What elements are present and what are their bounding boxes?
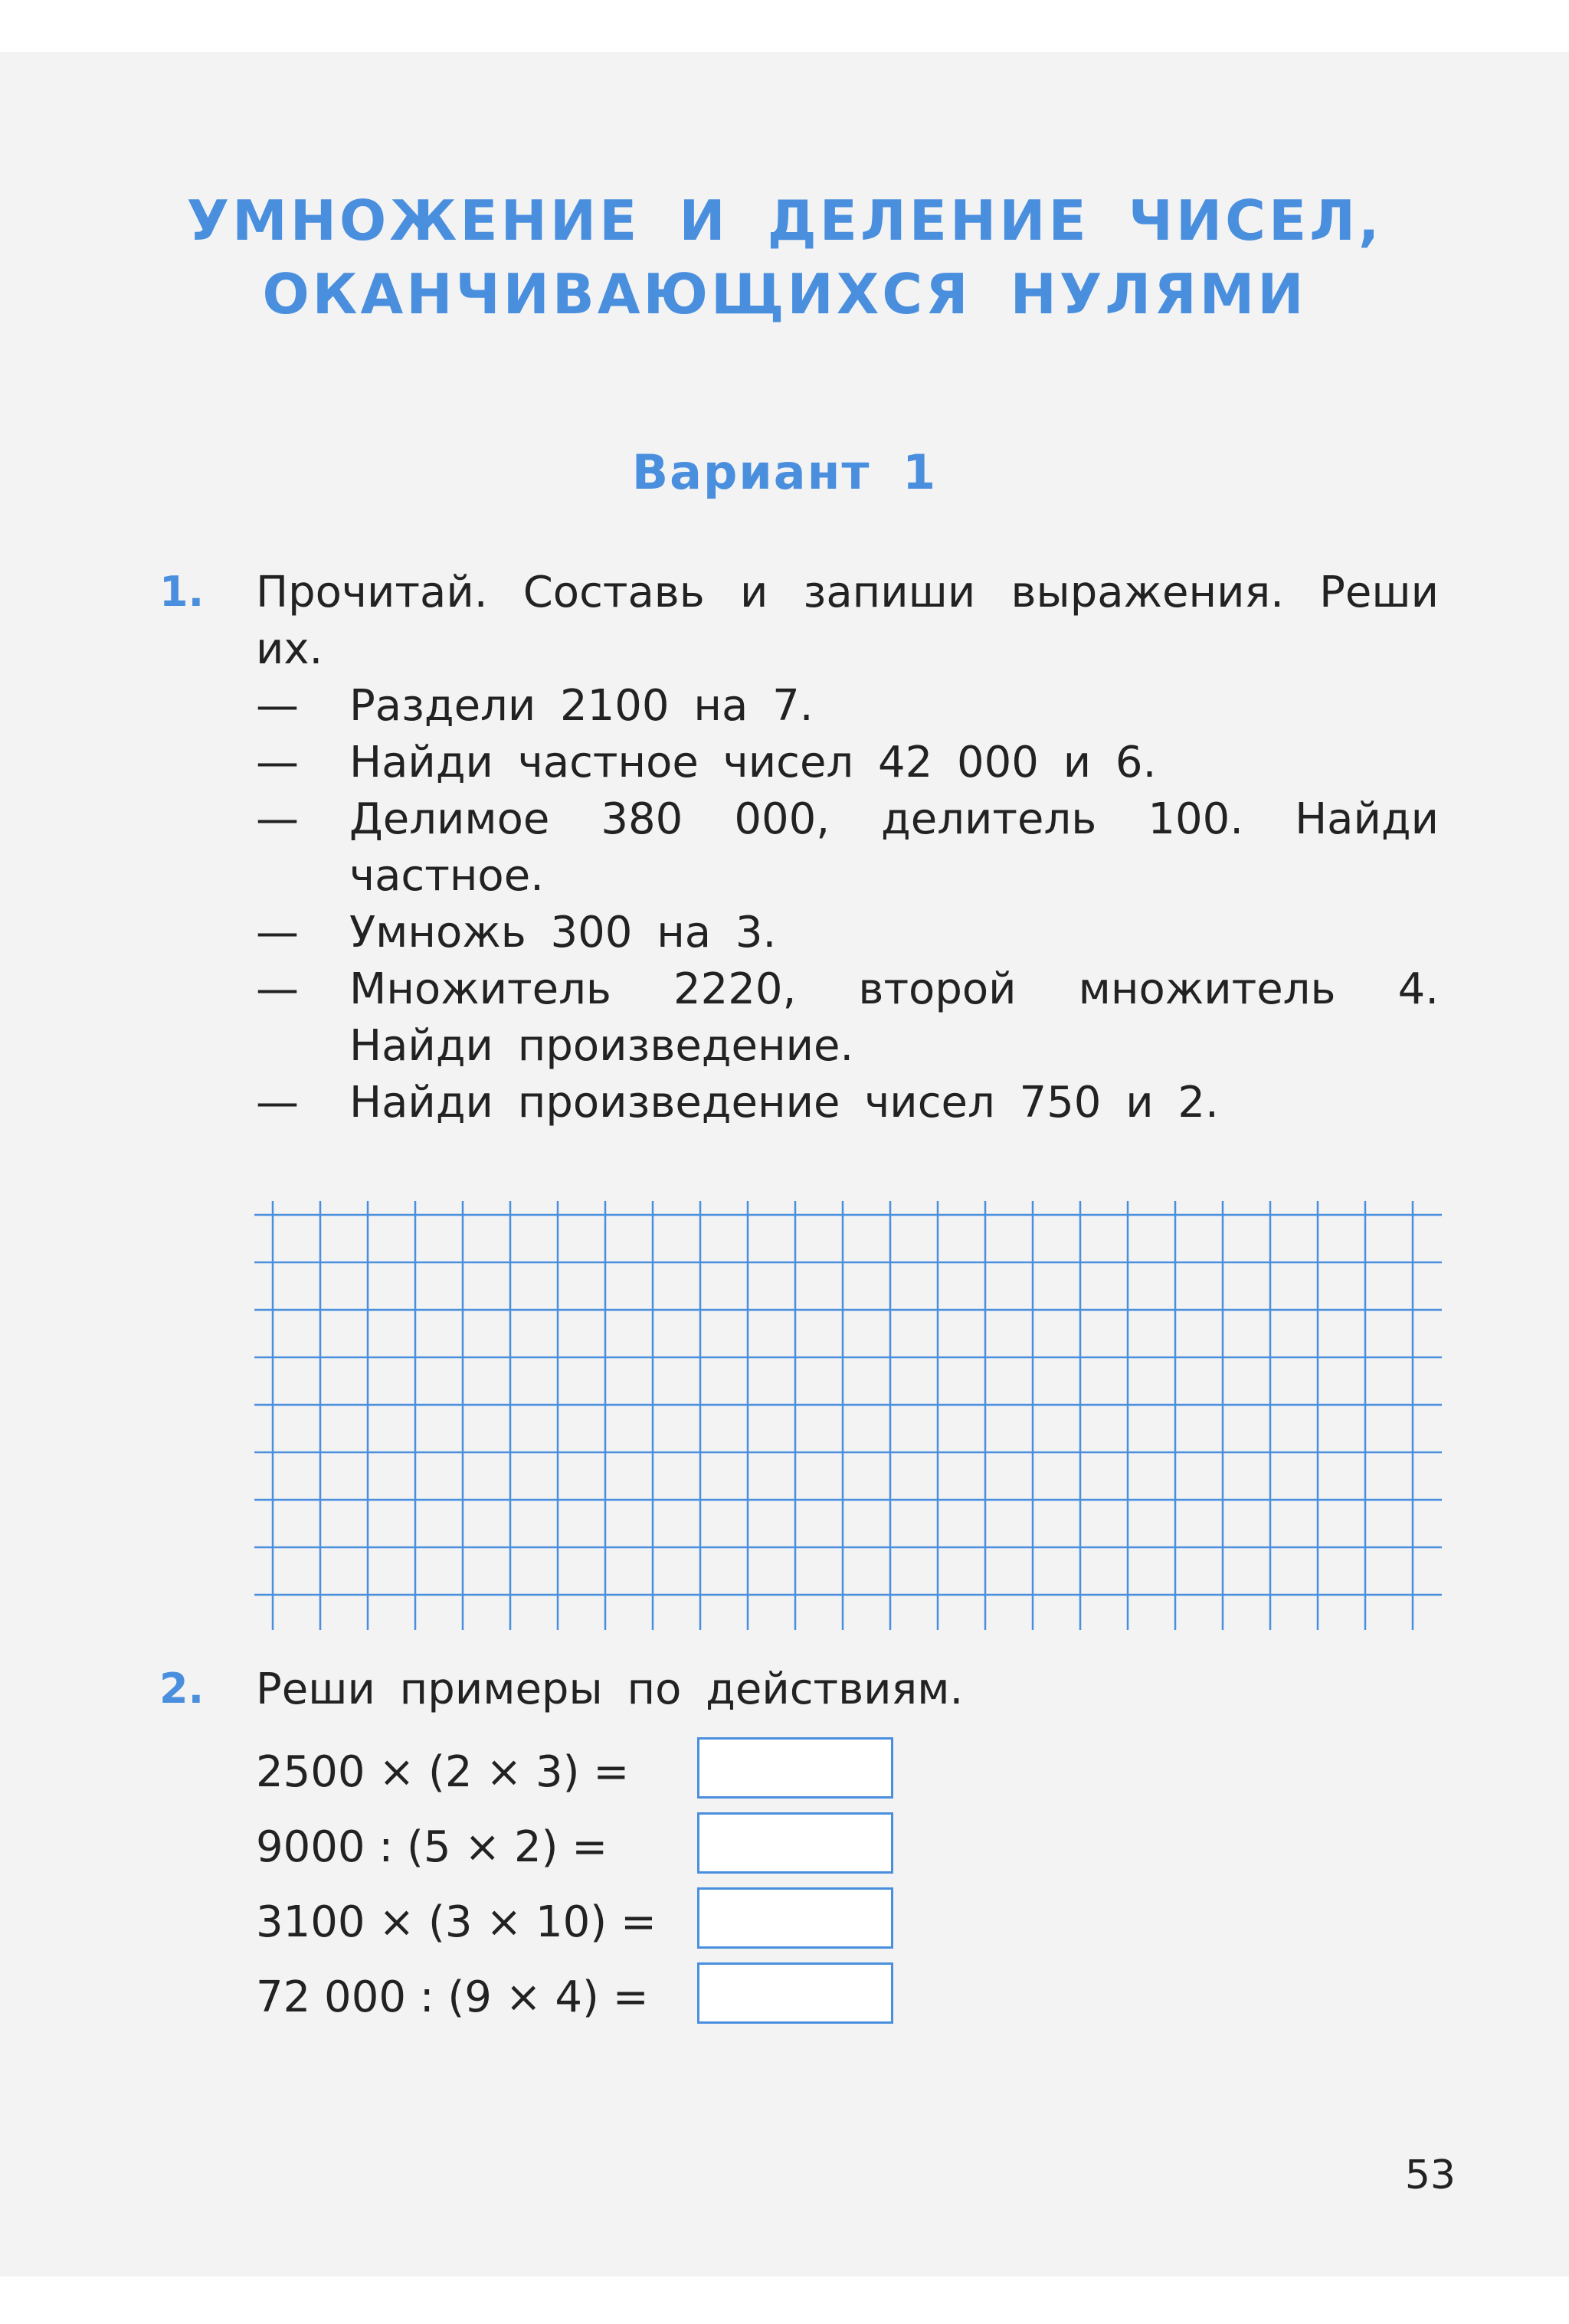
task-1-instruction-line-1: Прочитай. Составь и запиши выражения. Реши bbox=[256, 568, 1439, 617]
example-expression-2: 9000 : (5 × 2) = bbox=[256, 1822, 608, 1872]
grid-lines bbox=[254, 1201, 1442, 1630]
page-title-line-1: УМНОЖЕНИЕ И ДЕЛЕНИЕ ЧИСЕЛ, bbox=[186, 188, 1383, 253]
task-1-item-3-line-2: частное. bbox=[349, 851, 544, 901]
item-dash: — bbox=[256, 681, 299, 731]
task-1-item-5-line-2: Найди произведение. bbox=[349, 1021, 854, 1071]
answer-box-4[interactable] bbox=[697, 1962, 893, 2024]
page-title-line-2: ОКАНЧИВАЮЩИХСЯ НУЛЯМИ bbox=[262, 262, 1307, 326]
answer-grid[interactable] bbox=[254, 1201, 1442, 1630]
task-1-item-5-line-1: Множитель 2220, второй множитель 4. bbox=[349, 964, 1439, 1014]
answer-box-3[interactable] bbox=[697, 1887, 893, 1949]
task-1-item-2: Найди частное чисел 42 000 и 6. bbox=[349, 738, 1157, 787]
item-dash: — bbox=[256, 1078, 299, 1128]
example-expression-4: 72 000 : (9 × 4) = bbox=[256, 1972, 649, 2022]
workbook-page bbox=[0, 52, 1569, 2277]
task-1-item-4: Умножь 300 на 3. bbox=[349, 908, 777, 957]
task-1-number: 1. bbox=[159, 568, 205, 616]
task-1-item-1: Раздели 2100 на 7. bbox=[349, 681, 814, 731]
variant-heading: Вариант 1 bbox=[631, 444, 938, 500]
answer-box-1[interactable] bbox=[697, 1737, 893, 1799]
task-2-number: 2. bbox=[159, 1664, 205, 1713]
task-1-instruction-line-2: их. bbox=[256, 624, 323, 674]
example-expression-1: 2500 × (2 × 3) = bbox=[256, 1747, 630, 1797]
task-1-item-6: Найди произведение чисел 750 и 2. bbox=[349, 1078, 1219, 1128]
task-2-instruction: Реши примеры по действиям. bbox=[256, 1664, 964, 1714]
page-number: 53 bbox=[1404, 2152, 1456, 2198]
answer-box-2[interactable] bbox=[697, 1812, 893, 1874]
item-dash: — bbox=[256, 908, 299, 957]
item-dash: — bbox=[256, 738, 299, 787]
example-expression-3: 3100 × (3 × 10) = bbox=[256, 1897, 657, 1947]
item-dash: — bbox=[256, 794, 299, 844]
item-dash: — bbox=[256, 964, 299, 1014]
task-1-item-3-line-1: Делимое 380 000, делитель 100. Найди bbox=[349, 794, 1439, 844]
